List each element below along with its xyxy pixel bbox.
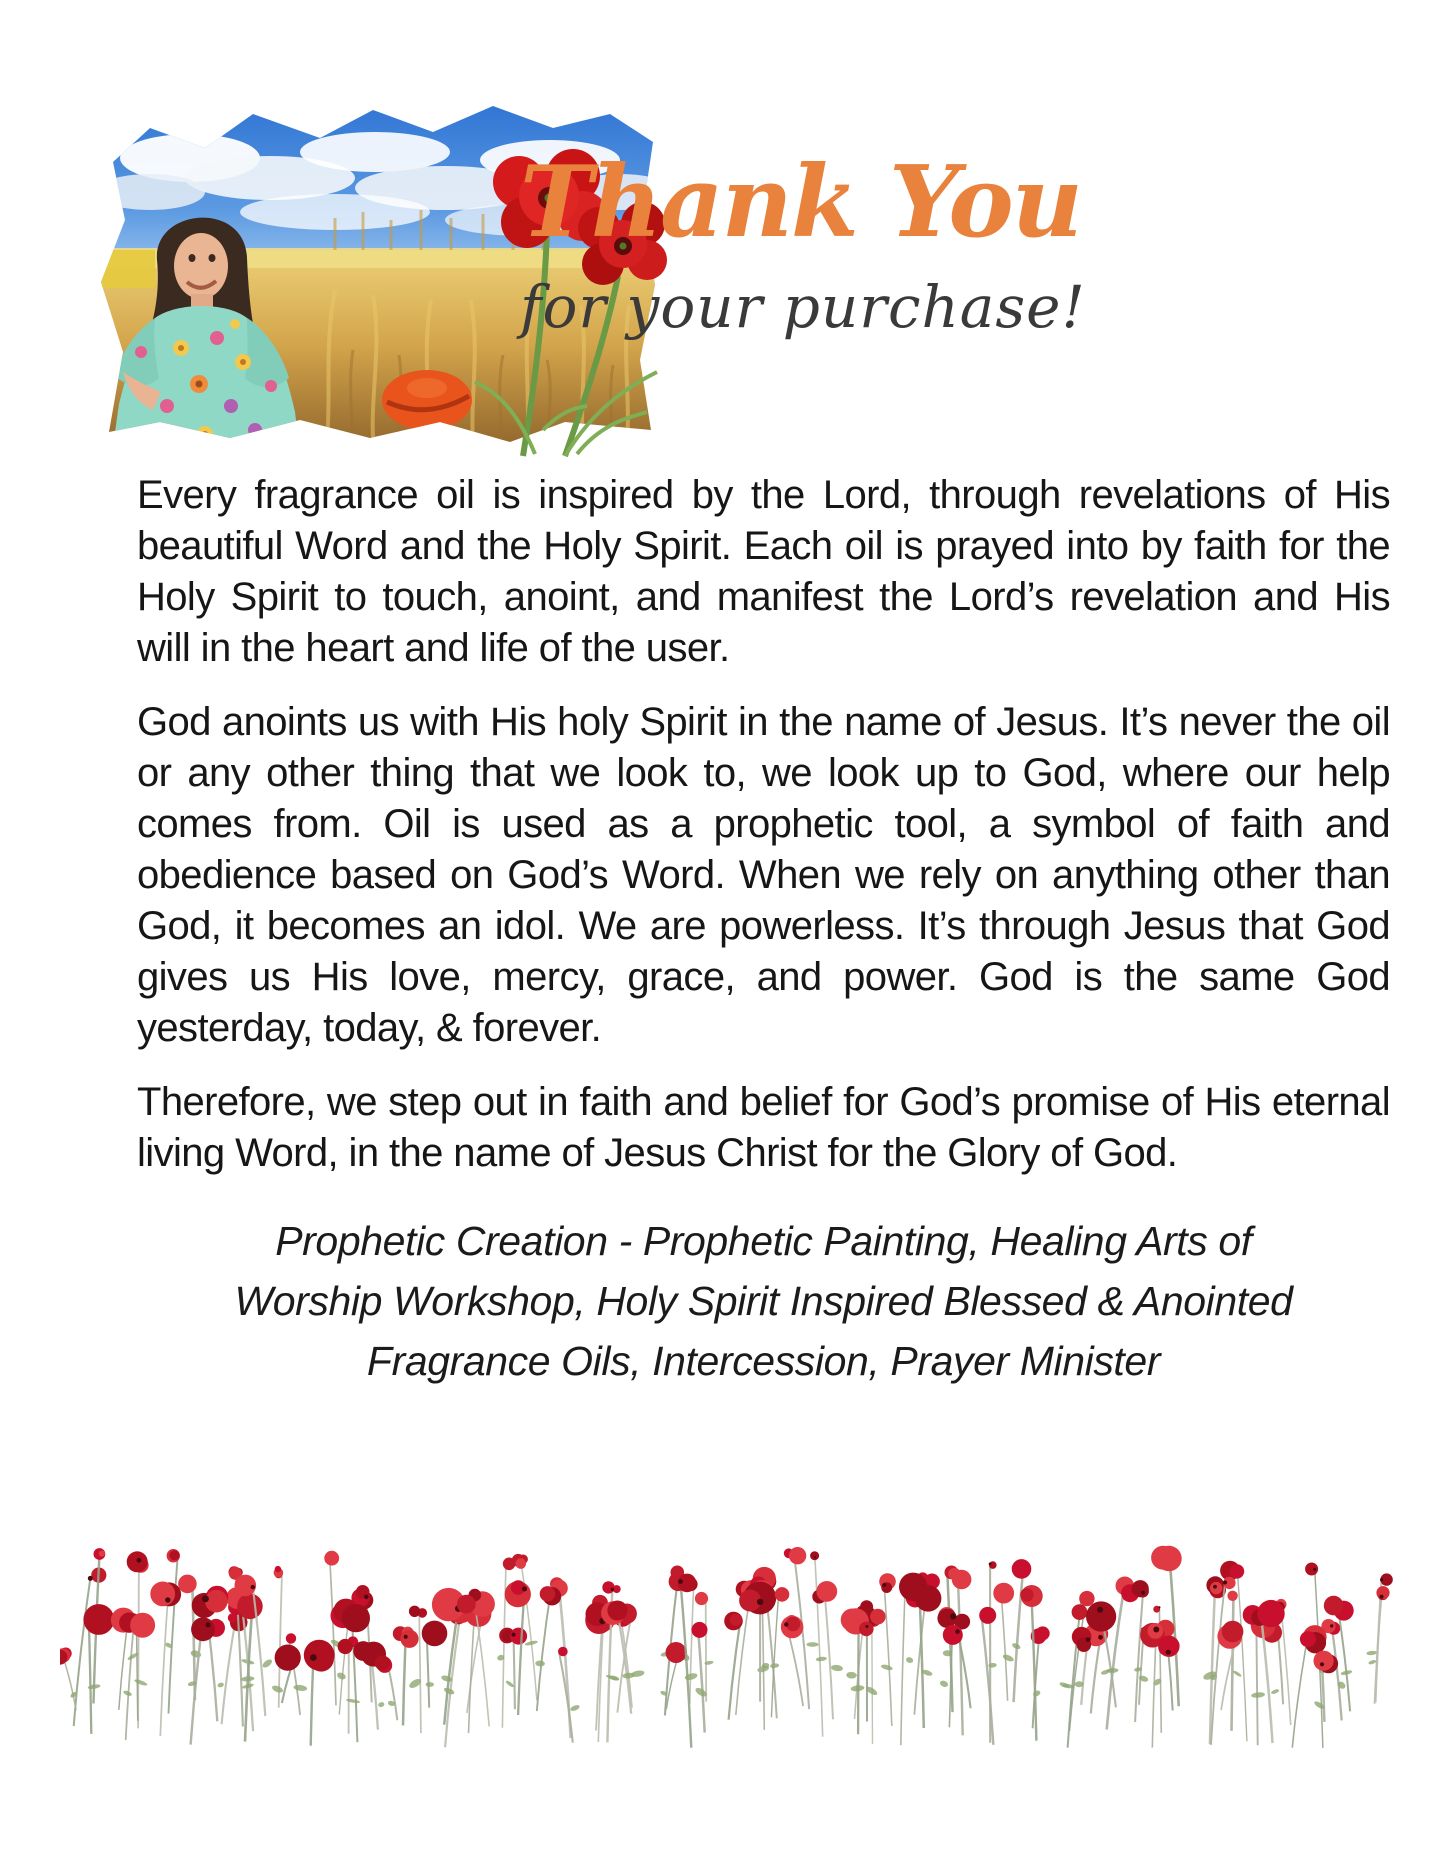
body-paragraph: God anoints us with His holy Spirit in the name of Jesus. It’s never the oil or any other thing that we look to, we look up to God, where our help comes from. Oil is used as a prophetic tool, a symbol of faith and obedience based on God’s Word. When we rely on anything other than God, it becomes an idol. We are powerless. It’s through Jesus that God gives us His love, mercy, grace, and power. God is the same God yesterday, today, & forever. — [137, 700, 1390, 1050]
poppy-field-illustration — [60, 1535, 1395, 1750]
page-subtitle: for your purchase! — [520, 272, 1086, 341]
body-paragraph: Every fragrance oil is inspired by the Lord, through revelations of His beautiful Word and the Holy Spirit. Each oil is prayed into by faith for the Holy Spirit to touch, anoint, and manifest the Lord’s revelation and His will in the heart and life of the user. — [137, 473, 1390, 670]
page-title: Thank You — [520, 145, 1082, 260]
field-poppy — [382, 370, 472, 430]
ministry-signature: Prophetic Creation - Prophetic Painting, Healing Arts of Worship Workshop, Holy Spirit Inspired Blessed & Anointed Fragrance Oils, Intercession, Prayer Minister — [234, 1218, 1293, 1384]
body-paragraph: Therefore, we step out in faith and belief for God’s promise of His eternal living Word, in the name of Jesus Christ for the Glory of God. — [137, 1080, 1390, 1175]
poppy-field-border — [60, 1535, 1395, 1750]
body-content — [137, 470, 1390, 1391]
title-block — [520, 145, 1086, 341]
